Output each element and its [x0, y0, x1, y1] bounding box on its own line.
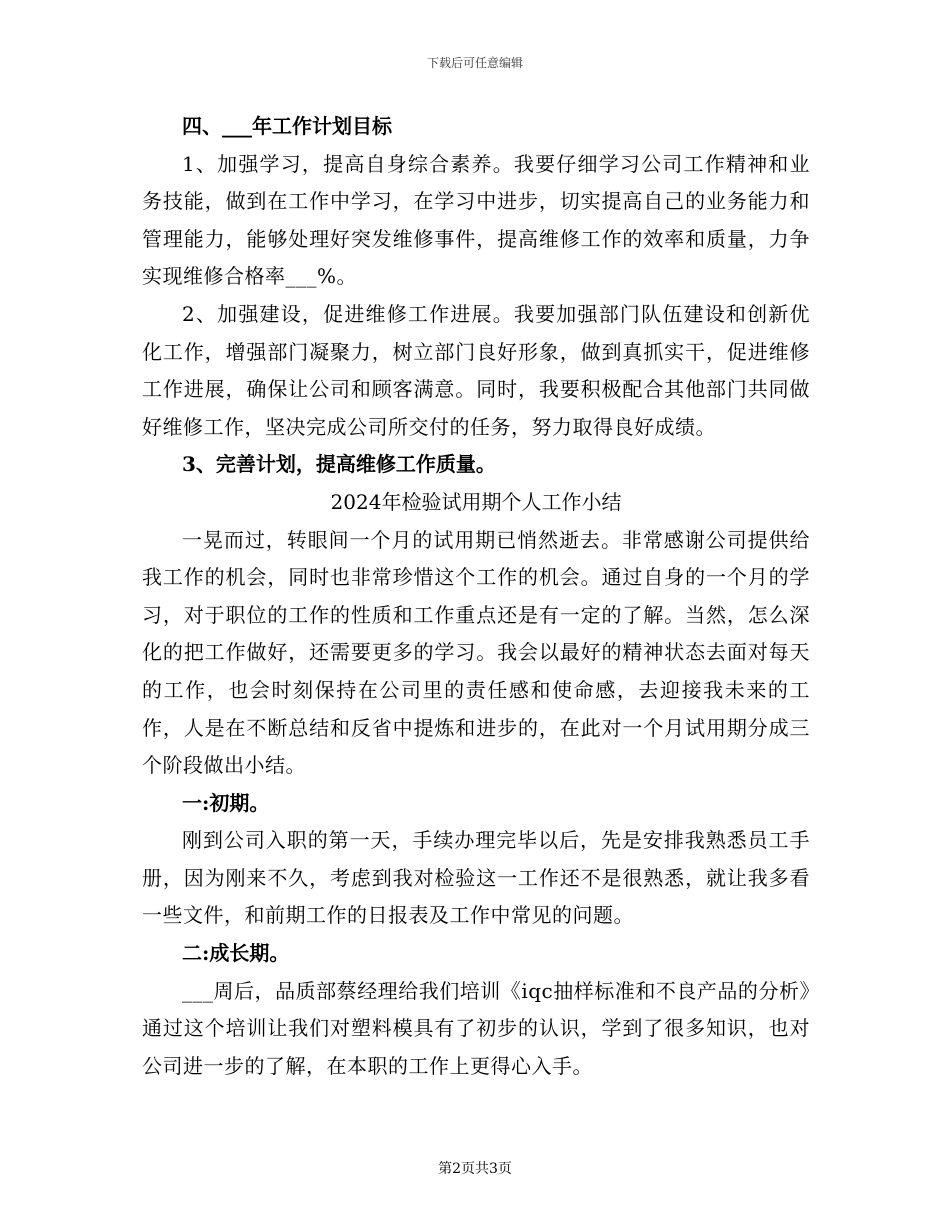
document-body: [142, 108, 810, 1085]
page-header: 下载后可任意编辑: [426, 56, 523, 70]
phase1-text: 刚到公司入职的第一天，手续办理完毕以后，先是安排我熟悉员工手册，因为刚来不久，考虑到我对检验这一工作还不是很熟悉，就让我多看一些文件，和前期工作的日报表及工作中常见的问题。: [142, 828, 810, 928]
plan-item-2: 2、加强建设，促进维修工作进展。我要加强部门队伍建设和创新优化工作，增强部门凝聚力，树立部门良好形象，做到真抓实干，促进维修工作进展，确保让公司和顾客满意。同时，我要积极配合其他部门共同做好维修工作，坚决完成公司所交付的任务，努力取得良好成绩。: [142, 301, 810, 439]
phase1-heading: 一:初期。: [182, 790, 270, 815]
page-footer: 第2页共3页: [438, 1161, 512, 1177]
phase2-text: ___周后，品质部蔡经理给我们培训《iqc抽样标准和不良产品的分析》通过这个培训让我们对塑料模具有了初步的认识，学到了很多知识，也对公司进一步的了解，在本职的工作上更得心入手。: [142, 978, 810, 1078]
section-heading-plan: 四、___年工作计划目标: [182, 114, 392, 138]
plan-item-3: 3、完善计划，提高维修工作质量。: [182, 452, 496, 477]
summary-intro: 一晃而过，转眼间一个月的试用期已悄然逝去。非常感谢公司提供给我工作的机会，同时也非常珍惜这个工作的机会。通过自身的一个月的学习，对于职位的工作的性质和工作重点还是有一定的了解。当然，怎么深化的把工作做好，还需要更多的学习。我会以最好的精神状态去面对每天的工作，也会时刻保持在公司里的责任感和使命感，去迎接我未来的工作，人是在不断总结和反省中提炼和进步的，在此对一个月试用期分成三个阶段做出小结。: [142, 527, 810, 778]
summary-title: 2024年检验试用期个人工作小结: [330, 489, 622, 514]
phase2-heading: 二:成长期。: [182, 941, 290, 966]
plan-item-1: 1、加强学习，提高自身综合素养。我要仔细学习公司工作精神和业务技能，做到在工作中学习，在学习中进步，切实提高自己的业务能力和管理能力，能够处理好突发维修事件，提高维修工作的效率和质量，力争实现维修合格率___%。: [142, 151, 810, 289]
